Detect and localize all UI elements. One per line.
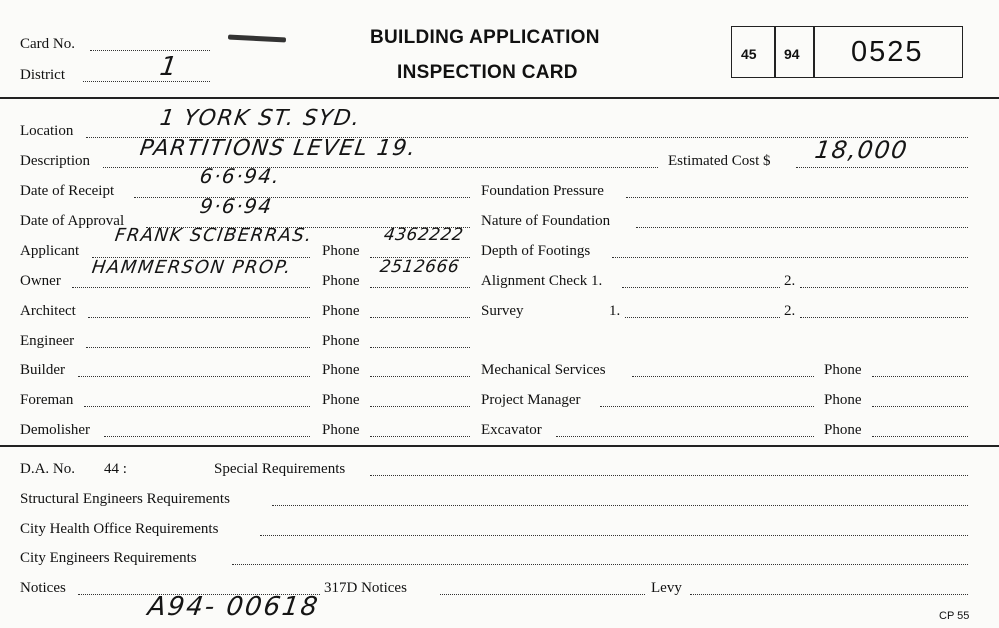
demolisher-phone-label: Phone (322, 422, 360, 438)
code-divider-1 (774, 27, 776, 77)
architect-label: Architect (20, 303, 76, 319)
location-label: Location (20, 123, 74, 139)
foreman-label: Foreman (20, 392, 74, 408)
excavator-phone-label: Phone (824, 422, 862, 438)
mechanical-services-field[interactable] (632, 376, 814, 377)
da-no-value: 44 : (104, 461, 127, 477)
foreman-field[interactable] (84, 406, 310, 407)
foreman-phone-label: Phone (322, 392, 360, 408)
alignment-check-2-field[interactable] (800, 287, 968, 288)
card-number: 0525 (851, 36, 924, 68)
notices-317d-field[interactable] (440, 594, 645, 595)
structural-requirements-label: Structural Engineers Requirements (20, 491, 230, 507)
code-divider-2 (813, 27, 815, 77)
depth-of-footings-label: Depth of Footings (481, 243, 591, 259)
demolisher-field[interactable] (104, 436, 310, 437)
title-line-2: INSPECTION CARD (397, 62, 578, 83)
applicant-label: Applicant (20, 243, 80, 259)
da-no-label: D.A. No. (20, 461, 75, 477)
header-rule (0, 97, 999, 99)
builder-field[interactable] (78, 376, 310, 377)
architect-phone-field[interactable] (370, 317, 470, 318)
applicant-phone-value: 4362222 (382, 225, 465, 245)
survey-1-label: 1. (609, 303, 621, 319)
alignment-check-1-field[interactable] (622, 287, 780, 288)
card-no-field[interactable] (90, 50, 210, 51)
special-requirements-field[interactable] (370, 475, 968, 476)
project-manager-phone-field[interactable] (872, 406, 968, 407)
date-of-receipt-value: 6·6·94. (198, 164, 283, 188)
engineer-phone-label: Phone (322, 333, 360, 349)
city-health-requirements-label: City Health Office Requirements (20, 521, 219, 537)
survey-label: Survey (481, 303, 524, 319)
card-code-box (731, 26, 963, 78)
date-of-receipt-field[interactable] (134, 197, 470, 198)
description-label: Description (20, 153, 90, 169)
applicant-phone-label: Phone (322, 243, 360, 259)
city-engineers-requirements-label: City Engineers Requirements (20, 550, 197, 566)
alignment-check-2-label: 2. (784, 273, 796, 289)
project-manager-phone-label: Phone (824, 392, 862, 408)
owner-phone-value: 2512666 (378, 257, 461, 277)
foundation-pressure-field[interactable] (626, 197, 968, 198)
survey-1-field[interactable] (625, 317, 780, 318)
applicant-value: FRANK SCIBERRAS. (113, 225, 315, 246)
mechanical-services-phone-field[interactable] (872, 376, 968, 377)
date-of-approval-value: 9·6·94 (198, 194, 275, 218)
owner-value: HAMMERSON PROP. (90, 257, 294, 278)
foundation-pressure-label: Foundation Pressure (481, 183, 604, 199)
excavator-field[interactable] (556, 436, 814, 437)
engineer-label: Engineer (20, 333, 75, 349)
engineer-field[interactable] (86, 347, 310, 348)
section-rule (0, 445, 999, 447)
owner-phone-label: Phone (322, 273, 360, 289)
survey-2-label: 2. (784, 303, 796, 319)
description-field[interactable] (103, 167, 658, 168)
district-field[interactable] (83, 81, 210, 82)
engineer-phone-field[interactable] (370, 347, 470, 348)
levy-field[interactable] (690, 594, 968, 595)
foreman-phone-field[interactable] (370, 406, 470, 407)
builder-phone-label: Phone (322, 362, 360, 378)
project-manager-field[interactable] (600, 406, 814, 407)
levy-label: Levy (651, 580, 682, 596)
structural-requirements-field[interactable] (272, 505, 968, 506)
district-value: 1 (157, 52, 181, 82)
builder-label: Builder (20, 362, 65, 378)
nature-of-foundation-field[interactable] (636, 227, 968, 228)
owner-label: Owner (20, 273, 61, 289)
location-value: 1 YORK ST. SYD. (158, 106, 363, 131)
project-manager-label: Project Manager (481, 392, 581, 408)
nature-of-foundation-label: Nature of Foundation (481, 213, 611, 229)
estimated-cost-field[interactable] (796, 167, 968, 168)
district-label: District (20, 67, 65, 83)
date-of-receipt-label: Date of Receipt (20, 183, 115, 199)
alignment-check-label: Alignment Check 1. (481, 273, 603, 289)
title-line-1: BUILDING APPLICATION (370, 27, 600, 48)
code-b: 94 (784, 46, 800, 62)
survey-2-field[interactable] (800, 317, 968, 318)
notices-317d-label: 317D Notices (324, 580, 407, 596)
architect-phone-label: Phone (322, 303, 360, 319)
mechanical-services-phone-label: Phone (824, 362, 862, 378)
excavator-phone-field[interactable] (872, 436, 968, 437)
excavator-label: Excavator (481, 422, 542, 438)
card-no-scribble (228, 34, 286, 42)
demolisher-label: Demolisher (20, 422, 90, 438)
demolisher-phone-field[interactable] (370, 436, 470, 437)
date-of-approval-label: Date of Approval (20, 213, 125, 229)
notices-label: Notices (20, 580, 66, 596)
estimated-cost-value: 18,000 (813, 136, 910, 164)
card-no-label: Card No. (20, 36, 75, 52)
city-engineers-requirements-field[interactable] (232, 564, 968, 565)
owner-field[interactable] (72, 287, 310, 288)
description-value: PARTITIONS LEVEL 19. (138, 136, 419, 161)
owner-phone-field[interactable] (370, 287, 470, 288)
city-health-requirements-field[interactable] (260, 535, 968, 536)
mechanical-services-label: Mechanical Services (481, 362, 606, 378)
special-requirements-label: Special Requirements (214, 461, 346, 477)
builder-phone-field[interactable] (370, 376, 470, 377)
depth-of-footings-field[interactable] (612, 257, 968, 258)
reference-number: A94- 00618 (145, 592, 322, 622)
form-code: CP 55 (939, 610, 970, 622)
estimated-cost-label: Estimated Cost $ (668, 153, 771, 169)
code-a: 45 (741, 46, 757, 62)
architect-field[interactable] (88, 317, 310, 318)
